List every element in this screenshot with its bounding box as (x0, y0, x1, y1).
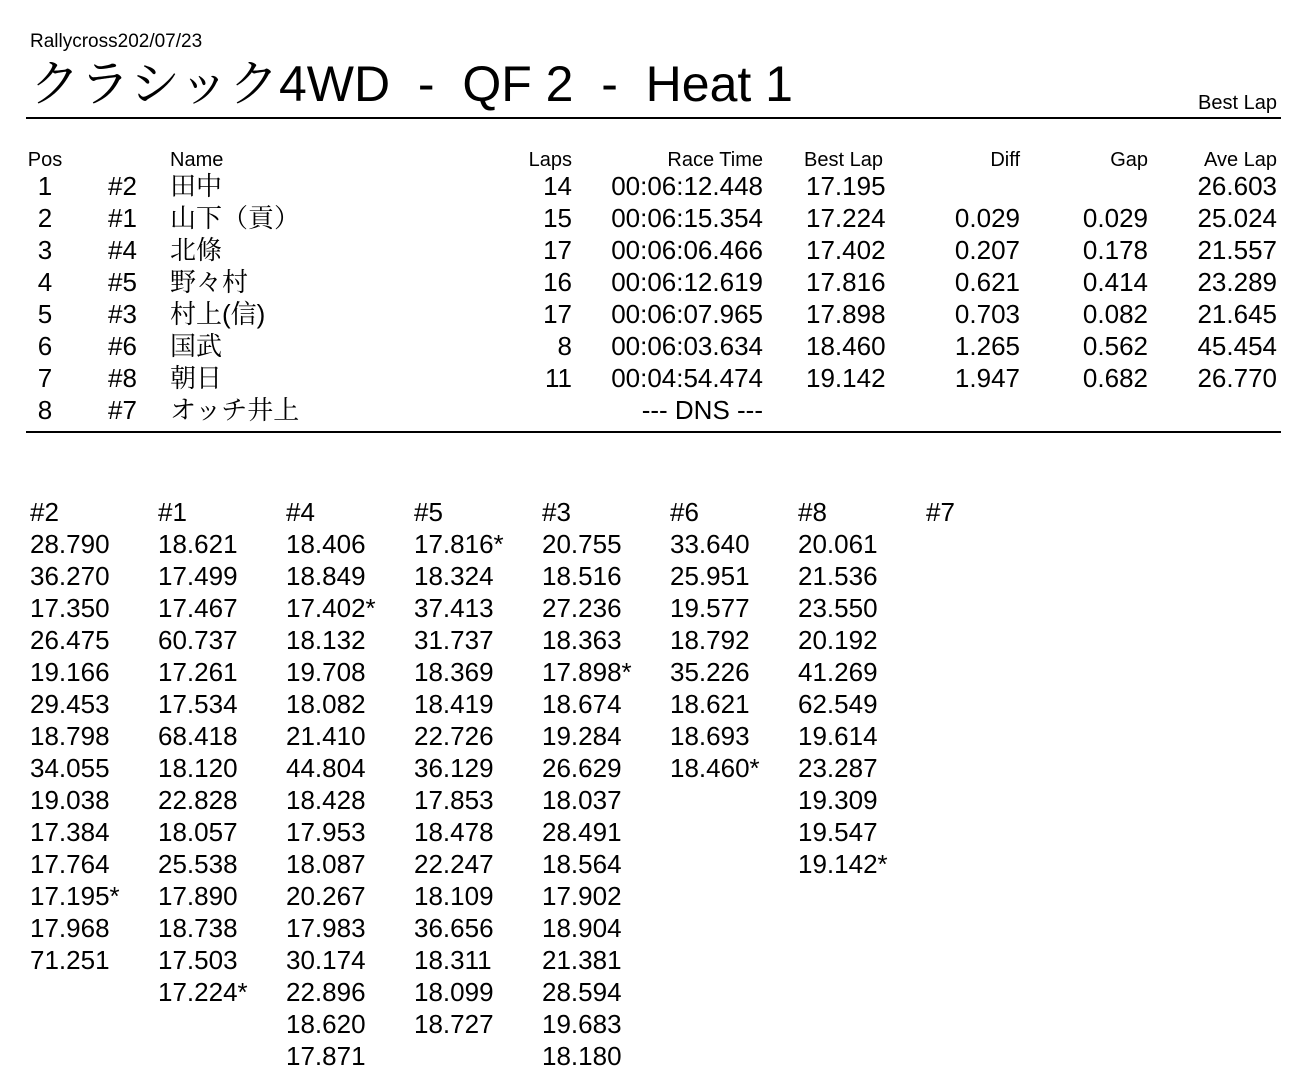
lap-time: 25.538 (158, 849, 238, 879)
col-header-pos: Pos (27, 149, 63, 171)
lap-time: 18.120 (158, 753, 238, 783)
cell-laps: 14 (543, 171, 572, 201)
lap-time: 19.166 (30, 657, 110, 687)
lap-time: 17.402* (286, 593, 376, 623)
lap-time: 18.099 (414, 977, 494, 1007)
cell-race-time: 00:06:07.965 (611, 299, 763, 329)
cell-laps: 17 (543, 299, 572, 329)
lap-time: 44.804 (286, 753, 366, 783)
lap-column (30, 496, 158, 976)
lap-time: 21.381 (542, 945, 622, 975)
lap-time: 22.896 (286, 977, 366, 1007)
cell-ave-lap: 21.557 (1197, 235, 1277, 265)
cell-ave-lap: 23.289 (1197, 267, 1277, 297)
lap-time: 19.142* (798, 849, 888, 879)
lap-time: 17.384 (30, 817, 110, 847)
lap-time: 19.284 (542, 721, 622, 751)
lap-column (158, 496, 286, 1008)
cell-num: #5 (108, 267, 137, 297)
lap-column-car-number: #2 (30, 497, 59, 527)
cell-best-lap: 17.224 (806, 203, 886, 233)
lap-time: 20.061 (798, 529, 878, 559)
lap-time: 17.467 (158, 593, 238, 623)
cell-num: #2 (108, 171, 137, 201)
lap-time: 20.267 (286, 881, 366, 911)
cell-name: 田中 (170, 171, 223, 201)
lap-time: 20.192 (798, 625, 878, 655)
results-table (0, 142, 1299, 426)
lap-time: 18.037 (542, 785, 622, 815)
lap-time: 37.413 (414, 593, 494, 623)
table-row (0, 234, 1299, 266)
lap-time: 30.174 (286, 945, 366, 975)
cell-best-lap: 18.460 (806, 331, 886, 361)
cell-gap: 0.178 (1082, 235, 1148, 265)
lap-time: 18.406 (286, 529, 366, 559)
lap-time: 18.727 (414, 1009, 494, 1039)
lap-column-car-number: #3 (542, 497, 571, 527)
lap-time: 36.129 (414, 753, 494, 783)
lap-time: 18.082 (286, 689, 366, 719)
lap-time: 17.224* (158, 977, 248, 1007)
lap-time: 18.369 (414, 657, 494, 687)
cell-pos: 1 (37, 171, 53, 201)
lap-time: 18.087 (286, 849, 366, 879)
cell-name: 朝日 (170, 363, 223, 393)
cell-gap: 0.414 (1082, 267, 1148, 297)
lap-time: 36.656 (414, 913, 494, 943)
lap-time: 34.055 (30, 753, 110, 783)
lap-time: 21.536 (798, 561, 878, 591)
cell-diff: 1.947 (954, 363, 1020, 393)
cell-laps: 16 (543, 267, 572, 297)
lap-time: 17.983 (286, 913, 366, 943)
best-lap-tag: Best Lap (1198, 92, 1277, 114)
event-subtitle: Rallycross202/07/23 (30, 31, 203, 52)
cell-pos: 3 (37, 235, 53, 265)
lap-time: 18.057 (158, 817, 238, 847)
lap-time: 23.550 (798, 593, 878, 623)
lap-time: 18.428 (286, 785, 366, 815)
lap-time: 18.180 (542, 1041, 622, 1071)
lap-time: 18.564 (542, 849, 622, 879)
lap-time: 17.953 (286, 817, 366, 847)
cell-best-lap: 17.402 (806, 235, 886, 265)
lap-time: 17.902 (542, 881, 622, 911)
lap-column (414, 496, 542, 1040)
lap-column (670, 496, 798, 784)
lap-time: 17.764 (30, 849, 110, 879)
lap-column-car-number: #8 (798, 497, 827, 527)
lap-time: 27.236 (542, 593, 622, 623)
lap-time: 18.904 (542, 913, 622, 943)
cell-name: 国武 (170, 331, 223, 361)
lap-time: 22.247 (414, 849, 494, 879)
cell-ave-lap: 21.645 (1197, 299, 1277, 329)
cell-ave-lap: 26.770 (1197, 363, 1277, 393)
lap-time: 22.828 (158, 785, 238, 815)
lap-time: 18.478 (414, 817, 494, 847)
cell-name: 山下（貢） (170, 203, 301, 233)
cell-name: 野々村 (170, 267, 249, 297)
lap-column-car-number: #5 (414, 497, 443, 527)
lap-time: 17.816* (414, 529, 504, 559)
cell-best-lap: 17.195 (806, 171, 886, 201)
cell-diff: 1.265 (954, 331, 1020, 361)
lap-time: 18.109 (414, 881, 494, 911)
lap-time: 23.287 (798, 753, 878, 783)
table-row (0, 202, 1299, 234)
col-header-diff: Diff (990, 149, 1020, 171)
cell-pos: 5 (37, 299, 53, 329)
cell-name: 北條 (170, 235, 223, 265)
cell-diff: 0.207 (954, 235, 1020, 265)
cell-race-time: 00:06:12.448 (611, 171, 763, 201)
cell-name: 村上(信) (170, 299, 266, 329)
table-row (0, 394, 1299, 426)
lap-time: 17.853 (414, 785, 494, 815)
lap-time: 18.620 (286, 1009, 366, 1039)
lap-time: 17.261 (158, 657, 238, 687)
lap-column-car-number: #4 (286, 497, 315, 527)
cell-laps: 15 (543, 203, 572, 233)
lap-time: 19.683 (542, 1009, 622, 1039)
cell-pos: 4 (37, 267, 53, 297)
lap-time: 17.350 (30, 593, 110, 623)
cell-pos: 8 (37, 395, 53, 425)
cell-race-time: 00:06:15.354 (611, 203, 763, 233)
table-row (0, 170, 1299, 202)
lap-time: 18.419 (414, 689, 494, 719)
cell-pos: 2 (37, 203, 53, 233)
lap-time: 18.363 (542, 625, 622, 655)
bottom-divider (26, 431, 1281, 433)
lap-time: 18.738 (158, 913, 238, 943)
cell-gap: 0.682 (1082, 363, 1148, 393)
lap-time: 26.475 (30, 625, 110, 655)
page-title: クラシック4WD - QF 2 - Heat 1 (30, 56, 793, 112)
table-row (0, 298, 1299, 330)
lap-column (798, 496, 926, 880)
col-header-best-lap: Best Lap (804, 149, 883, 171)
cell-race-time: 00:06:03.634 (611, 331, 763, 361)
col-header-ave-lap: Ave Lap (1203, 149, 1277, 171)
lap-time: 28.594 (542, 977, 622, 1007)
lap-time: 18.621 (158, 529, 238, 559)
lap-time: 20.755 (542, 529, 622, 559)
lap-time: 31.737 (414, 625, 494, 655)
lap-time: 28.491 (542, 817, 622, 847)
lap-time: 21.410 (286, 721, 366, 751)
lap-time: 26.629 (542, 753, 622, 783)
cell-pos: 7 (37, 363, 53, 393)
col-header-gap: Gap (1110, 149, 1148, 171)
cell-laps: 8 (557, 331, 572, 361)
cell-diff: 0.621 (954, 267, 1020, 297)
lap-time: 19.614 (798, 721, 878, 751)
col-header-laps: Laps (528, 149, 572, 171)
lap-time: 18.311 (414, 945, 492, 975)
cell-gap: 0.029 (1082, 203, 1148, 233)
lap-time: 19.577 (670, 593, 750, 623)
lap-time: 35.226 (670, 657, 750, 687)
cell-name: オッチ井上 (170, 395, 300, 425)
lap-time: 18.460* (670, 753, 760, 783)
cell-best-lap: 19.142 (806, 363, 886, 393)
lap-column (926, 496, 1054, 528)
lap-time: 25.951 (670, 561, 750, 591)
lap-time: 17.968 (30, 913, 110, 943)
top-divider (26, 117, 1281, 119)
cell-ave-lap: 25.024 (1197, 203, 1277, 233)
lap-column (542, 496, 670, 1072)
lap-time: 18.792 (670, 625, 750, 655)
lap-time: 17.898* (542, 657, 632, 687)
lap-time: 28.790 (30, 529, 110, 559)
cell-num: #4 (108, 235, 137, 265)
lap-time: 33.640 (670, 529, 750, 559)
cell-race-time: 00:06:06.466 (611, 235, 763, 265)
lap-time: 18.621 (670, 689, 750, 719)
lap-time: 68.418 (158, 721, 238, 751)
lap-time: 17.195* (30, 881, 120, 911)
cell-race-time: 00:06:12.619 (611, 267, 763, 297)
lap-time: 19.038 (30, 785, 110, 815)
lap-time: 18.693 (670, 721, 750, 751)
table-row (0, 362, 1299, 394)
cell-laps: 11 (545, 363, 572, 393)
lap-time: 29.453 (30, 689, 110, 719)
cell-gap: 0.562 (1082, 331, 1148, 361)
cell-laps: 17 (543, 235, 572, 265)
lap-time: 41.269 (798, 657, 878, 687)
lap-column-car-number: #6 (670, 497, 699, 527)
lap-column-car-number: #1 (158, 497, 187, 527)
cell-pos: 6 (37, 331, 53, 361)
lap-time: 17.499 (158, 561, 238, 591)
lap-time: 17.890 (158, 881, 238, 911)
lap-time: 62.549 (798, 689, 878, 719)
lap-column-car-number: #7 (926, 497, 955, 527)
lap-time: 18.324 (414, 561, 494, 591)
cell-num: #1 (108, 203, 137, 233)
lap-time: 18.798 (30, 721, 110, 751)
cell-num: #3 (108, 299, 137, 329)
cell-best-lap: 17.816 (806, 267, 886, 297)
lap-time: 17.503 (158, 945, 238, 975)
lap-time: 17.534 (158, 689, 238, 719)
cell-race-time: 00:04:54.474 (611, 363, 763, 393)
lap-time: 18.674 (542, 689, 622, 719)
lap-column (286, 496, 414, 1072)
cell-gap: 0.082 (1082, 299, 1148, 329)
lap-time: 19.708 (286, 657, 366, 687)
col-header-race-time: Race Time (667, 149, 763, 171)
col-header-name: Name (170, 149, 224, 171)
table-row (0, 330, 1299, 362)
results-header-row (0, 142, 1299, 170)
cell-ave-lap: 45.454 (1197, 331, 1277, 361)
cell-diff: 0.029 (954, 203, 1020, 233)
lap-time: 71.251 (30, 945, 110, 975)
lap-time: 60.737 (158, 625, 238, 655)
lap-time: 18.516 (542, 561, 622, 591)
cell-num: #6 (108, 331, 137, 361)
cell-best-lap: 17.898 (806, 299, 886, 329)
lap-time: 36.270 (30, 561, 110, 591)
cell-num: #7 (108, 395, 137, 425)
lap-time: 22.726 (414, 721, 494, 751)
cell-race-time: --- DNS --- (641, 395, 763, 425)
cell-ave-lap: 26.603 (1197, 171, 1277, 201)
lap-time: 19.309 (798, 785, 878, 815)
lap-time: 17.871 (286, 1041, 366, 1071)
lap-time: 19.547 (798, 817, 878, 847)
cell-num: #8 (108, 363, 137, 393)
cell-diff: 0.703 (954, 299, 1020, 329)
lap-time: 18.849 (286, 561, 366, 591)
table-row (0, 266, 1299, 298)
lap-time: 18.132 (286, 625, 366, 655)
